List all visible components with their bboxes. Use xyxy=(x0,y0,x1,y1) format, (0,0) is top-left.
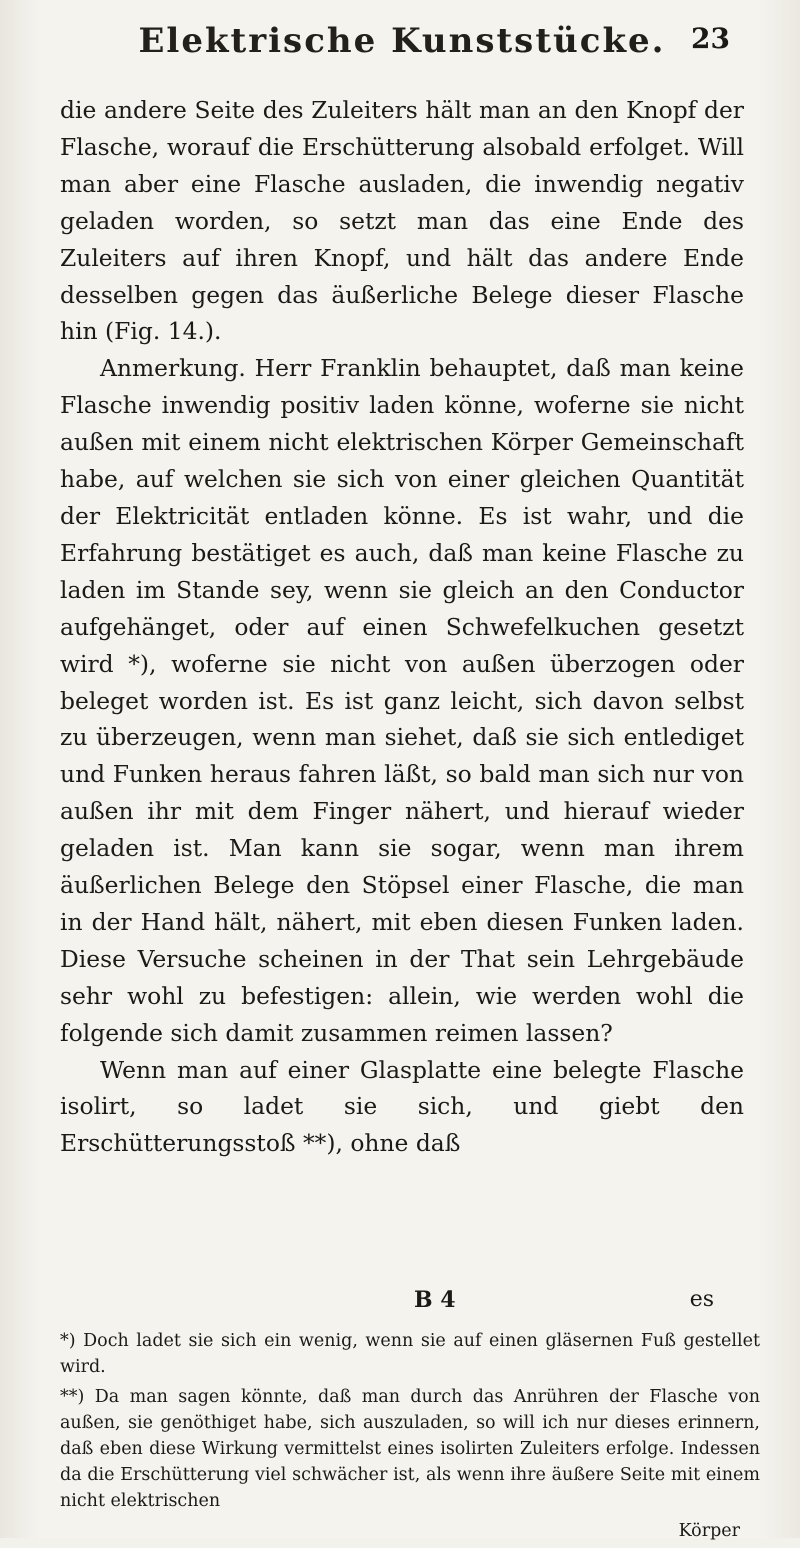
running-title: Elektrische Kunststücke. xyxy=(138,21,666,61)
signature-mark: B 4 xyxy=(414,1287,456,1313)
paragraph-annotation: Anmerkung. Herr Franklin behauptet, daß man keine Flasche inwendig positiv laden könne, woferne sie nicht außen mit einem nicht elektrischen Körper Gemeinschaft habe, auf welchen sie sich von einer gleichen Quantität der Elektricität entladen könne. Es ist wahr, und die Erfahrung bestätiget es auch, daß man keine Flasche zu laden im Stande sey, wenn sie gleich an den Conductor aufgehänget, oder auf einen Schwefelkuchen gesetzt wird *), woferne sie nicht von außen überzogen oder beleget worden ist. Es ist ganz leicht, sich davon selbst zu überzeugen, wenn man siehet, daß sie sich entlediget und Funken heraus fahren läßt, so bald man sich nur von außen ihr mit dem Finger nähert, und hierauf wieder geladen ist. Man kann sie sogar, wenn man ihrem äußerlichen Belege den Stöpsel einer Flasche, die man in der Hand hält, nähert, mit eben diesen Funken laden. Diese Versuche scheinen in der That sein Lehrgebäude sehr wohl zu befestigen: allein, wie werden wohl die folgende sich damit zusammen reimen lassen? xyxy=(60,354,744,1047)
main-text xyxy=(60,92,744,1162)
footnote-2: **) Da man sagen könnte, daß man durch das Anrühren der Flasche von außen, sie genöthiget habe, sich auszuladen, so will ich nur dieses erinnern, daß eben diese Wirkung vermittelst eines isolirten Zuleiters erfolge. Indessen da die Erschütterung viel schwächer ist, als wenn ihre äußere Seite mit einem nicht elektrischen xyxy=(60,1387,760,1511)
running-header xyxy=(60,8,744,74)
footnote-1: *) Doch ladet sie sich ein wenig, wenn sie auf einen gläsernen Fuß gestellet wird. xyxy=(60,1331,760,1377)
footnotes xyxy=(60,1328,760,1548)
footnote-catchword: Körper xyxy=(678,1521,740,1541)
page-number: 23 xyxy=(691,22,730,55)
catchword: es xyxy=(689,1287,714,1312)
paragraph-glass-plate: Wenn man auf einer Glasplatte eine belegte Flasche isolirt, so ladet sie sich, und giebt den Erschütterungsstoß **), ohne daß xyxy=(60,1055,744,1158)
paragraph-continuation: die andere Seite des Zuleiters hält man an den Knopf der Flasche, worauf die Erschütterung alsobald erfolget. Will man aber eine Flasche ausladen, die inwendig negativ geladen worden, so setzt man das eine Ende des Zuleiters auf ihren Knopf, und hält das andere Ende desselben gegen das äußerliche Belege dieser Flasche hin (Fig. 14.). xyxy=(60,96,744,346)
signature-line xyxy=(60,1287,744,1321)
